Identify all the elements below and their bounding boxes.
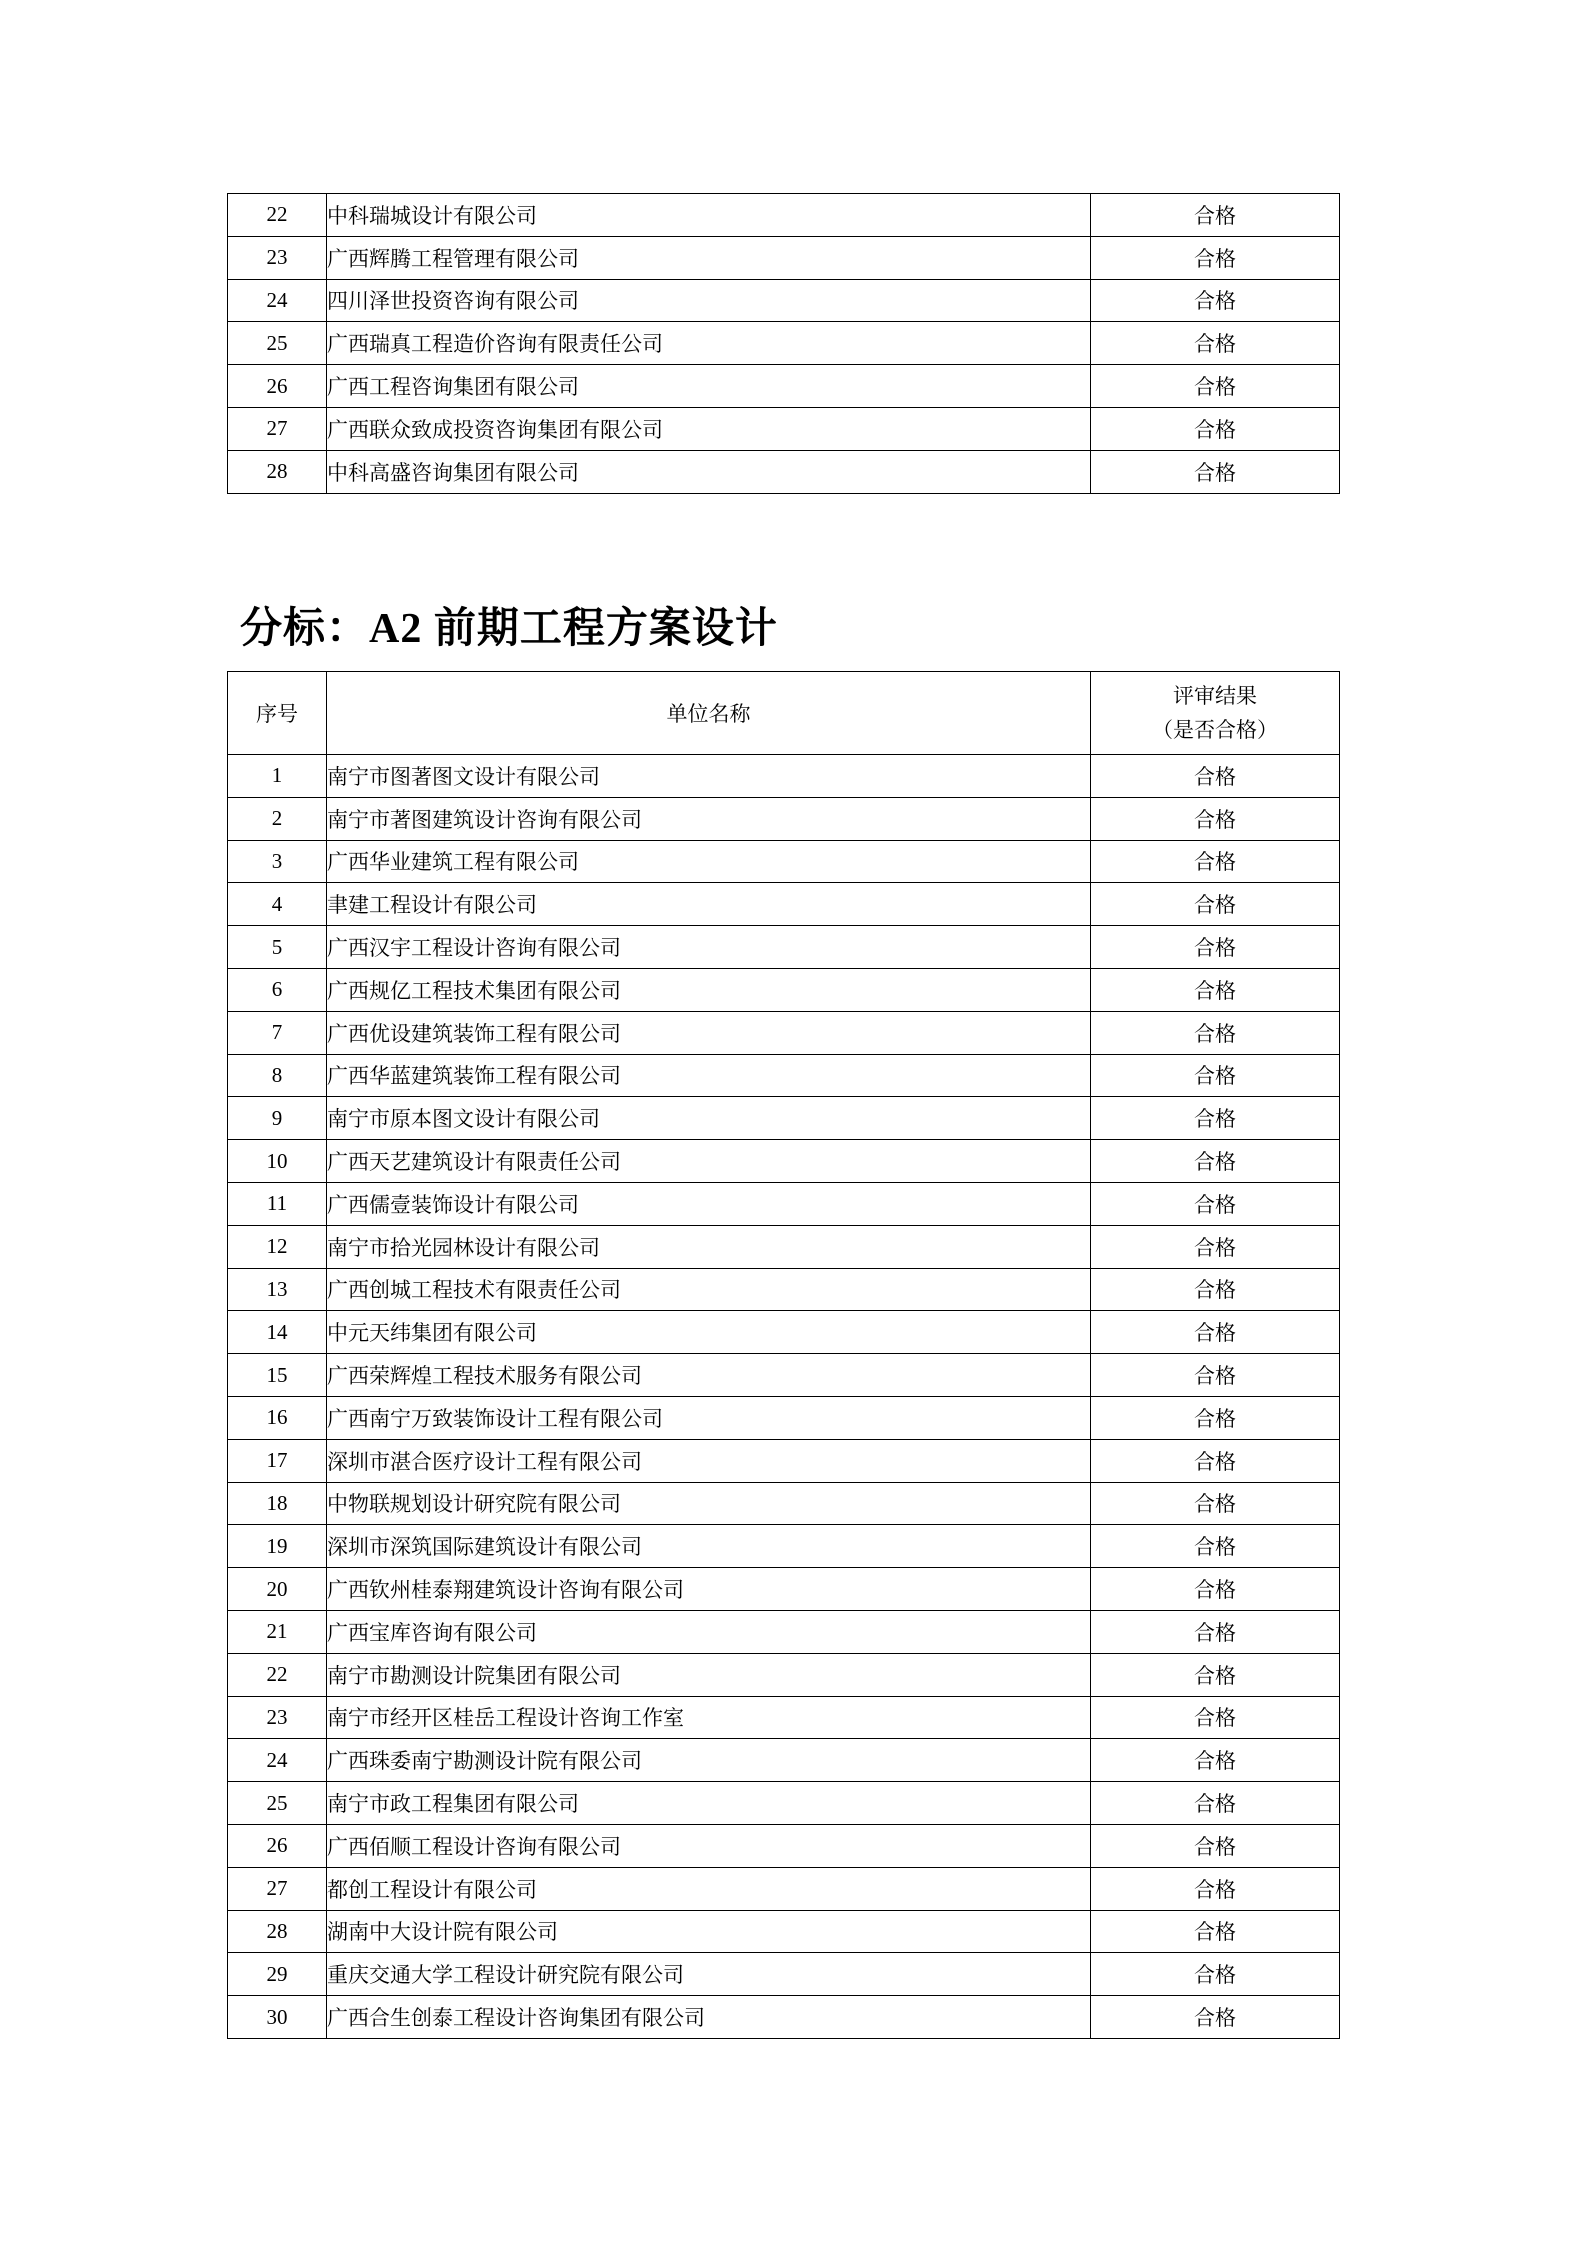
table-row	[228, 797, 1340, 840]
table-row	[228, 1396, 1340, 1439]
table-row	[228, 1097, 1340, 1140]
review-result: 合格	[1091, 1482, 1340, 1525]
company-name: 广西工程咨询集团有限公司	[327, 365, 1091, 408]
row-number: 1	[228, 755, 327, 798]
review-result: 合格	[1091, 1225, 1340, 1268]
review-result: 合格	[1091, 322, 1340, 365]
table-header-row	[228, 672, 1340, 755]
table-row	[228, 1311, 1340, 1354]
review-result: 合格	[1091, 1268, 1340, 1311]
table-row	[228, 1824, 1340, 1867]
row-number: 16	[228, 1396, 327, 1439]
review-result: 合格	[1091, 279, 1340, 322]
review-result: 合格	[1091, 1739, 1340, 1782]
company-name: 广西天艺建筑设计有限责任公司	[327, 1140, 1091, 1183]
table-row	[228, 1354, 1340, 1397]
row-number: 3	[228, 840, 327, 883]
company-name: 南宁市经开区桂岳工程设计咨询工作室	[327, 1696, 1091, 1739]
row-number: 17	[228, 1439, 327, 1482]
review-result: 合格	[1091, 1568, 1340, 1611]
table-row	[228, 236, 1340, 279]
company-name: 广西珠委南宁勘测设计院有限公司	[327, 1739, 1091, 1782]
row-number: 25	[228, 1782, 327, 1825]
table-row	[228, 1054, 1340, 1097]
table-row	[228, 1653, 1340, 1696]
company-name: 广西华蓝建筑装饰工程有限公司	[327, 1054, 1091, 1097]
review-result: 合格	[1091, 968, 1340, 1011]
company-name: 广西佰顺工程设计咨询有限公司	[327, 1824, 1091, 1867]
table-row	[228, 883, 1340, 926]
review-result: 合格	[1091, 1782, 1340, 1825]
review-result: 合格	[1091, 1439, 1340, 1482]
row-number: 8	[228, 1054, 327, 1097]
review-result: 合格	[1091, 1653, 1340, 1696]
company-name: 南宁市勘测设计院集团有限公司	[327, 1653, 1091, 1696]
review-result: 合格	[1091, 1396, 1340, 1439]
company-name: 四川泽世投资咨询有限公司	[327, 279, 1091, 322]
company-name: 都创工程设计有限公司	[327, 1867, 1091, 1910]
row-number: 18	[228, 1482, 327, 1525]
table-row	[228, 1439, 1340, 1482]
section-heading: 分标：A2 前期工程方案设计	[240, 606, 778, 652]
company-name: 广西辉腾工程管理有限公司	[327, 236, 1091, 279]
review-result: 合格	[1091, 365, 1340, 408]
qualification-table-a2	[227, 671, 1340, 2039]
row-number: 24	[228, 1739, 327, 1782]
row-number: 12	[228, 1225, 327, 1268]
row-number: 6	[228, 968, 327, 1011]
review-result: 合格	[1091, 1610, 1340, 1653]
review-result: 合格	[1091, 1097, 1340, 1140]
row-number: 2	[228, 797, 327, 840]
col-header-company: 单位名称	[327, 672, 1091, 755]
table-row	[228, 1696, 1340, 1739]
row-number: 14	[228, 1311, 327, 1354]
review-result: 合格	[1091, 407, 1340, 450]
table-row	[228, 1867, 1340, 1910]
company-name: 广西华业建筑工程有限公司	[327, 840, 1091, 883]
table-row	[228, 840, 1340, 883]
review-result: 合格	[1091, 1953, 1340, 1996]
table2-body	[228, 755, 1340, 2039]
row-number: 23	[228, 1696, 327, 1739]
table-row	[228, 926, 1340, 969]
review-result: 合格	[1091, 1354, 1340, 1397]
table-row	[228, 1568, 1340, 1611]
row-number: 7	[228, 1011, 327, 1054]
company-name: 广西钦州桂泰翔建筑设计咨询有限公司	[327, 1568, 1091, 1611]
review-result: 合格	[1091, 1311, 1340, 1354]
company-name: 广西合生创泰工程设计咨询集团有限公司	[327, 1996, 1091, 2039]
review-result: 合格	[1091, 236, 1340, 279]
row-number: 28	[228, 1910, 327, 1953]
review-result: 合格	[1091, 797, 1340, 840]
row-number: 19	[228, 1525, 327, 1568]
row-number: 27	[228, 1867, 327, 1910]
company-name: 南宁市著图建筑设计咨询有限公司	[327, 797, 1091, 840]
table-row	[228, 1739, 1340, 1782]
company-name: 深圳市湛合医疗设计工程有限公司	[327, 1439, 1091, 1482]
table-row	[228, 1268, 1340, 1311]
col-header-result	[1091, 672, 1340, 755]
company-name: 广西荣辉煌工程技术服务有限公司	[327, 1354, 1091, 1397]
review-result: 合格	[1091, 1696, 1340, 1739]
company-name: 广西创城工程技术有限责任公司	[327, 1268, 1091, 1311]
company-name: 中物联规划设计研究院有限公司	[327, 1482, 1091, 1525]
table-row	[228, 1140, 1340, 1183]
table-row	[228, 1482, 1340, 1525]
table-row	[228, 1782, 1340, 1825]
table-row	[228, 407, 1340, 450]
table-row	[228, 1182, 1340, 1225]
company-name: 南宁市拾光园林设计有限公司	[327, 1225, 1091, 1268]
review-result: 合格	[1091, 194, 1340, 237]
table-row	[228, 755, 1340, 798]
company-name: 南宁市原本图文设计有限公司	[327, 1097, 1091, 1140]
review-result: 合格	[1091, 1140, 1340, 1183]
review-result: 合格	[1091, 1011, 1340, 1054]
table-row	[228, 365, 1340, 408]
review-result: 合格	[1091, 883, 1340, 926]
row-number: 23	[228, 236, 327, 279]
row-number: 26	[228, 1824, 327, 1867]
company-name: 南宁市图著图文设计有限公司	[327, 755, 1091, 798]
company-name: 深圳市深筑国际建筑设计有限公司	[327, 1525, 1091, 1568]
row-number: 13	[228, 1268, 327, 1311]
col-header-result-line2: （是否合格）	[1152, 718, 1278, 742]
table1-body	[228, 194, 1340, 494]
company-name: 广西联众致成投资咨询集团有限公司	[327, 407, 1091, 450]
row-number: 27	[228, 407, 327, 450]
row-number: 21	[228, 1610, 327, 1653]
table-row	[228, 1225, 1340, 1268]
review-result: 合格	[1091, 1525, 1340, 1568]
company-name: 广西南宁万致装饰设计工程有限公司	[327, 1396, 1091, 1439]
table-row	[228, 1910, 1340, 1953]
row-number: 29	[228, 1953, 327, 1996]
row-number: 22	[228, 194, 327, 237]
table-row	[228, 1953, 1340, 1996]
row-number: 9	[228, 1097, 327, 1140]
table-row	[228, 968, 1340, 1011]
review-result: 合格	[1091, 926, 1340, 969]
table-row	[228, 450, 1340, 493]
company-name: 南宁市政工程集团有限公司	[327, 1782, 1091, 1825]
review-result: 合格	[1091, 1182, 1340, 1225]
row-number: 10	[228, 1140, 327, 1183]
row-number: 22	[228, 1653, 327, 1696]
company-name: 重庆交通大学工程设计研究院有限公司	[327, 1953, 1091, 1996]
col-header-seq: 序号	[228, 672, 327, 755]
table-row	[228, 1610, 1340, 1653]
review-result: 合格	[1091, 1054, 1340, 1097]
table-row	[228, 279, 1340, 322]
company-name: 中元天纬集团有限公司	[327, 1311, 1091, 1354]
table-row	[228, 194, 1340, 237]
review-result: 合格	[1091, 1824, 1340, 1867]
row-number: 4	[228, 883, 327, 926]
review-result: 合格	[1091, 755, 1340, 798]
company-name: 广西优设建筑装饰工程有限公司	[327, 1011, 1091, 1054]
qualification-table-continued	[227, 193, 1340, 494]
row-number: 28	[228, 450, 327, 493]
table-row	[228, 322, 1340, 365]
company-name: 中科高盛咨询集团有限公司	[327, 450, 1091, 493]
company-name: 中科瑞城设计有限公司	[327, 194, 1091, 237]
company-name: 广西规亿工程技术集团有限公司	[327, 968, 1091, 1011]
row-number: 15	[228, 1354, 327, 1397]
row-number: 5	[228, 926, 327, 969]
row-number: 11	[228, 1182, 327, 1225]
review-result: 合格	[1091, 1910, 1340, 1953]
row-number: 20	[228, 1568, 327, 1611]
table-row	[228, 1996, 1340, 2039]
review-result: 合格	[1091, 450, 1340, 493]
table-row	[228, 1525, 1340, 1568]
review-result: 合格	[1091, 840, 1340, 883]
row-number: 26	[228, 365, 327, 408]
table-row	[228, 1011, 1340, 1054]
row-number: 24	[228, 279, 327, 322]
col-header-result-line1: 评审结果	[1173, 684, 1257, 708]
company-name: 聿建工程设计有限公司	[327, 883, 1091, 926]
company-name: 广西汉宇工程设计咨询有限公司	[327, 926, 1091, 969]
row-number: 30	[228, 1996, 327, 2039]
company-name: 广西儒壹装饰设计有限公司	[327, 1182, 1091, 1225]
review-result: 合格	[1091, 1996, 1340, 2039]
review-result: 合格	[1091, 1867, 1340, 1910]
company-name: 广西瑞真工程造价咨询有限责任公司	[327, 322, 1091, 365]
company-name: 湖南中大设计院有限公司	[327, 1910, 1091, 1953]
company-name: 广西宝库咨询有限公司	[327, 1610, 1091, 1653]
row-number: 25	[228, 322, 327, 365]
